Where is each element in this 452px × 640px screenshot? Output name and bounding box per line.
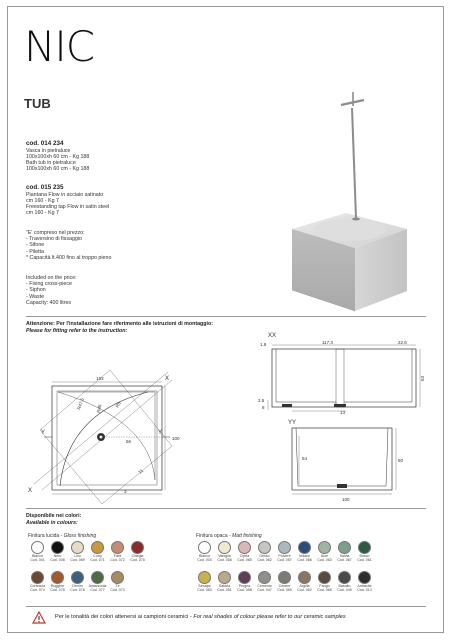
included-en-line: - Siphon: [26, 287, 46, 294]
swatch-dot: [298, 541, 311, 554]
plan-dim-d1: 56: [126, 439, 132, 444]
tap-code: cod. 015 235: [26, 184, 64, 191]
swatch-name: Antracite: [357, 584, 372, 588]
swatch-code: Cod. 074: [30, 588, 45, 593]
swatch-dot: [31, 541, 44, 554]
yy-dim-c: 100: [342, 497, 350, 502]
swatch-name: Prugna: [238, 584, 251, 588]
swatch-name: Bosco: [359, 554, 370, 558]
included-en-line: Included on the price:: [26, 275, 77, 281]
yy-dim-a: 54: [302, 456, 308, 461]
gloss-label-it: Finitura lucida: [28, 533, 60, 539]
swatch-dot: [338, 571, 351, 584]
swatch-code: Cod. 061: [357, 558, 372, 563]
swatch-code: Cod. 075: [130, 558, 145, 563]
tub-code: cod. 014 234: [26, 140, 64, 147]
swatch-name: Fard: [113, 554, 122, 558]
included-en-line: Capacity: 400 litres: [26, 299, 72, 306]
swatch-name: Ciliegia: [131, 554, 144, 558]
matt-label-en: Matt finishing: [232, 533, 262, 539]
included-it-line: - Sifone: [26, 242, 45, 249]
plan-label-x-bottom: X: [28, 488, 33, 494]
swatch-dot: [91, 571, 104, 584]
xx-dim-g: 63: [420, 375, 425, 381]
swatch-name: Lino: [74, 554, 81, 558]
swatch-name: Aloe: [320, 554, 329, 558]
tub-line: 100x100xh 60 cm - Kg 188: [26, 153, 90, 160]
xx-dim-b: 117.3: [322, 340, 333, 345]
colors-heading-it: Disponibile nei colori:: [26, 513, 82, 519]
plan-label-x-top: X: [165, 376, 170, 382]
swatch-code: Cod. 051: [217, 588, 232, 593]
swatch-dot: [31, 571, 44, 584]
swatch-name: Ruggine: [50, 584, 65, 588]
swatch-dot: [238, 541, 251, 554]
plan-dim-top: 102: [96, 376, 104, 381]
swatch-dot: [198, 571, 211, 584]
included-it-line: "E' compreso nel prezzo:: [26, 230, 85, 236]
swatch-code: Cod. 066: [297, 558, 312, 563]
tap-line: Piantana Flow in acciaio satinato: [26, 191, 104, 198]
plan-dim-r3: R5: [114, 401, 122, 409]
swatch-dot: [318, 571, 331, 584]
xx-label: XX: [268, 333, 277, 339]
swatch-name: Salvia: [339, 554, 350, 558]
swatch-name: Basalto: [338, 584, 351, 588]
swatch-code: Cod. 058: [237, 588, 252, 593]
swatch-dot: [111, 571, 124, 584]
included-it-line: * Capacità lt.400 fino al troppo pieno: [26, 254, 112, 261]
color-swatch: [108, 571, 127, 592]
swatch-dot: [258, 541, 271, 554]
swatch-dot: [218, 541, 231, 554]
included-en-line: - Waste: [26, 293, 45, 300]
swatch-dot: [278, 571, 291, 584]
swatch-name: Bianco: [32, 554, 43, 558]
section-xx: [268, 345, 420, 411]
tub-line: 100x100xh 60 cm - Kg 188: [26, 166, 90, 173]
swatch-name: Curry: [93, 554, 102, 558]
footer-en: For real shades of colour please refer to our ceramic samples: [193, 614, 346, 620]
tap-line: cm 160 - Kg 7: [26, 197, 59, 204]
colors-heading-en: Available in colours:: [26, 519, 78, 526]
plan-dim-bottom: 3: [124, 489, 127, 494]
swatch-name: Cenere: [278, 584, 291, 588]
plan-dim-r2: R45: [96, 404, 103, 414]
xx-dim-a: 1.8: [260, 342, 267, 347]
color-swatch: [355, 541, 374, 562]
tap-line: Freestanding tap Flow in satin steel: [26, 203, 110, 210]
swatch-code: Cod. 003: [197, 558, 212, 563]
swatch-name: Tè: [115, 584, 120, 588]
swatch-dot: [298, 571, 311, 584]
brand-logo: NIC: [24, 22, 95, 71]
swatch-code: Cod. 073: [110, 588, 125, 593]
included-en-line: - Fixing cross-piece: [26, 281, 72, 288]
yy-label: YY: [288, 420, 297, 426]
divider: [26, 508, 426, 509]
swatch-name: Bianco: [199, 554, 210, 558]
swatch-dot: [198, 541, 211, 554]
swatch-code: Cod. 077: [90, 588, 105, 593]
swatch-code: Cod. 069: [70, 558, 85, 563]
warning-icon: [32, 611, 46, 624]
xx-dim-d: 2.5: [258, 398, 265, 403]
plan-view: [34, 370, 172, 504]
attention-it: Attenzione: Per l'installazione fare riferimento alle istruzioni di montaggio:: [26, 321, 213, 327]
swatch-code: Cod. 049: [337, 588, 352, 593]
swatch-dot: [91, 541, 104, 554]
tub-line: Bath tub in pietraluce: [26, 159, 76, 166]
swatch-code: Cod. 072: [110, 558, 125, 563]
swatch-code: Cod. 052: [297, 588, 312, 593]
swatch-name: Senape: [198, 584, 211, 588]
swatch-code: Cod. 008: [50, 558, 65, 563]
section-yy: [292, 428, 396, 494]
swatch-dot: [71, 571, 84, 584]
matt-label-it: Finitura opaca: [196, 533, 228, 539]
plan-dim-d2: 100: [172, 436, 180, 441]
plan-label-y-right: Y: [158, 430, 163, 436]
swatch-name: Cipria: [239, 554, 250, 558]
swatch-dot: [238, 571, 251, 584]
swatch-dot: [358, 541, 371, 554]
gloss-label-en: Gloss finishing: [63, 533, 97, 539]
footer-it: Per le tonalità dei colori attenersi ai campioni ceramici -: [55, 614, 192, 620]
xx-dim-c: 22.6: [398, 340, 407, 345]
product-title: TUB: [24, 96, 51, 111]
plan-dim-r1: R47.5: [76, 397, 86, 411]
swatch-code: Cod. 065: [237, 558, 252, 563]
swatch-dot: [358, 571, 371, 584]
swatch-code: Cod. 001: [30, 558, 45, 563]
swatch-name: Nero: [53, 554, 62, 558]
swatch-code: Cod. 076: [70, 588, 85, 593]
swatch-code: Cod. 062: [257, 558, 272, 563]
included-it-line: - Traversino di fissaggio: [26, 236, 82, 243]
swatch-dot: [318, 541, 331, 554]
matt-label: Finitura opaca - Matt finishing: [196, 533, 262, 539]
swatch-name: Gesso: [259, 554, 270, 558]
swatch-name: Cemento: [257, 584, 272, 588]
color-swatch: [355, 571, 374, 592]
swatch-code: Cod. 058: [217, 558, 232, 563]
swatch-dot: [258, 571, 271, 584]
divider: [26, 606, 426, 607]
swatch-name: Indaco: [299, 554, 310, 558]
swatch-dot: [51, 571, 64, 584]
swatch-name: Fango: [319, 584, 330, 588]
footer-note: [26, 611, 426, 625]
swatch-dot: [111, 541, 124, 554]
yy-dim-b: 60: [398, 458, 404, 463]
swatch-name: Amazzonia: [88, 584, 107, 588]
swatch-dot: [131, 541, 144, 554]
plan-label-y-left: Y: [41, 430, 46, 436]
color-swatch: [128, 541, 147, 562]
swatch-code: Cod. 053: [197, 588, 212, 593]
xx-dim-e: 8: [262, 405, 265, 410]
attention-en: Please for fitting refer to the instruction:: [26, 327, 128, 334]
swatch-code: Cod. 013: [357, 588, 372, 593]
swatch-dot: [218, 571, 231, 584]
swatch-name: Vaniglia: [218, 554, 231, 558]
swatch-name: Argilla: [299, 584, 310, 588]
swatch-dot: [278, 541, 291, 554]
included-it-line: - Piletta: [26, 248, 44, 255]
tap-line: cm 160 - Kg 7: [26, 210, 59, 217]
swatch-dot: [51, 541, 64, 554]
xx-dim-f: 13: [340, 410, 346, 415]
swatch-code: Cod. 078: [50, 588, 65, 593]
colors-heading: [26, 513, 81, 526]
swatch-name: Sabbia: [218, 584, 231, 588]
swatch-name: Denim: [72, 584, 83, 588]
swatch-code: Cod. 047: [257, 588, 272, 593]
swatch-dot: [71, 541, 84, 554]
tub-line: Vasca in pietraluce: [26, 147, 71, 154]
swatch-code: Cod. 067: [337, 558, 352, 563]
swatch-code: Cod. 057: [277, 558, 292, 563]
swatch-dot: [338, 541, 351, 554]
swatch-name: Polvere: [278, 554, 291, 558]
swatch-code: Cod. 063: [317, 558, 332, 563]
swatch-name: Corteccia: [29, 584, 46, 588]
swatch-code: Cod. 059: [277, 588, 292, 593]
plan-dim-side: 11: [137, 467, 145, 475]
swatch-code: Cod. 071: [90, 558, 105, 563]
gloss-label: Finitura lucida - Gloss finishing: [28, 533, 97, 539]
swatch-code: Cod. 068: [317, 588, 332, 593]
